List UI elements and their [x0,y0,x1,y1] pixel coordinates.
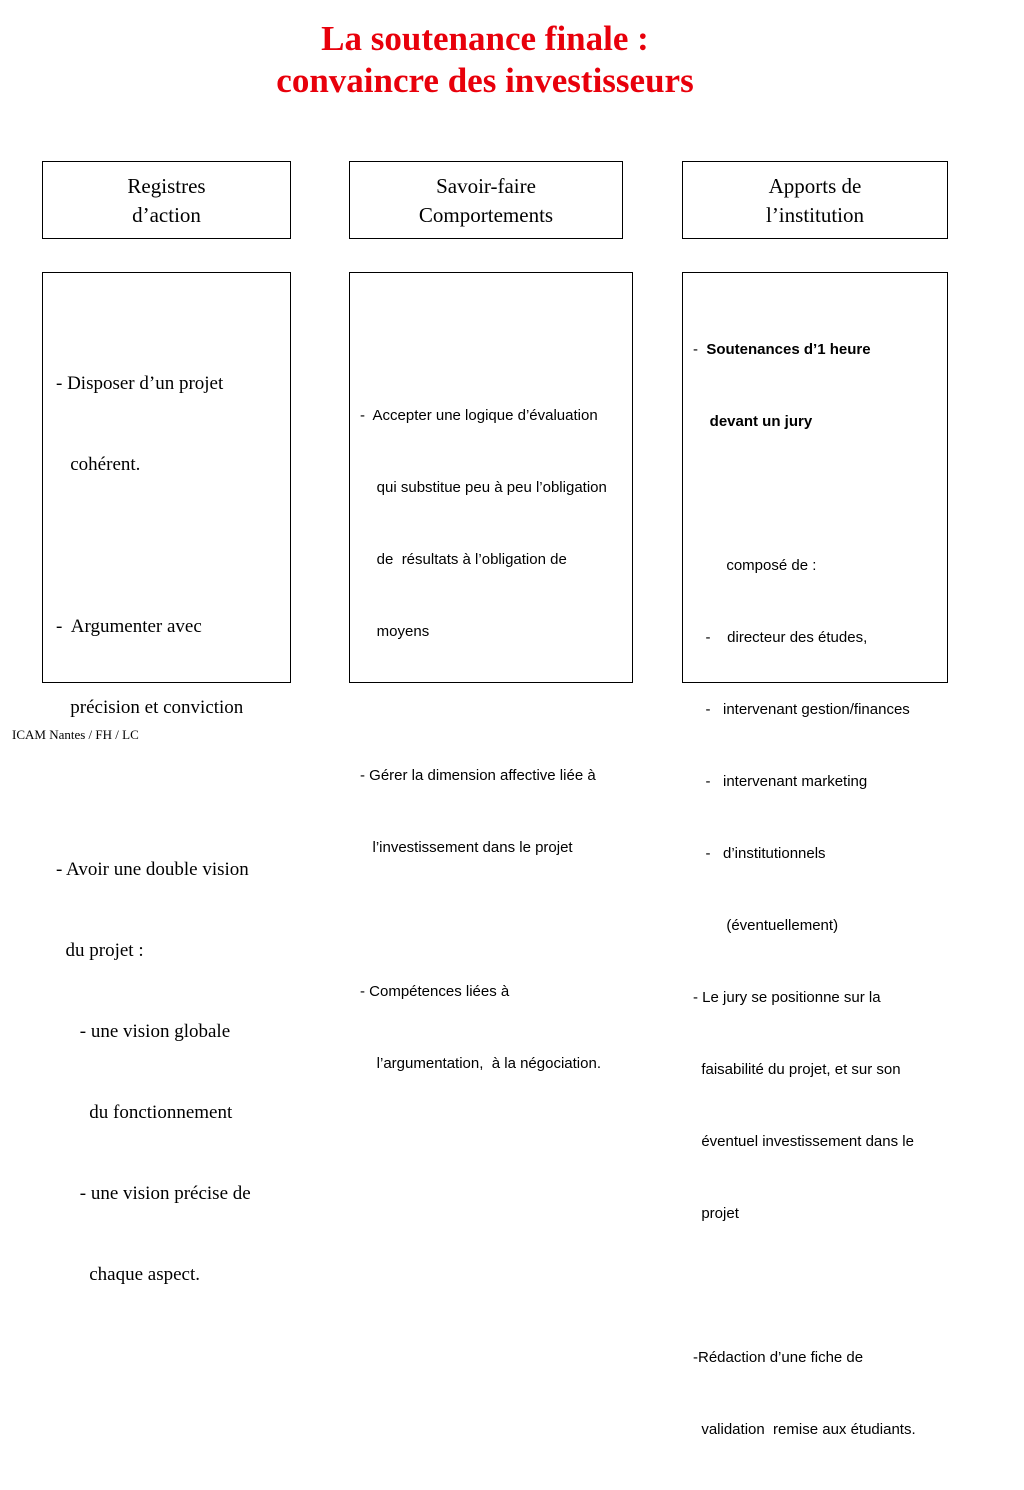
registres-line: du fonctionnement [56,1102,233,1123]
slide-title-line-2: convaincre des investisseurs [276,61,694,100]
apports-bold-text-1: Soutenances d’1 heure [706,341,871,358]
savoir-faire-line [360,908,607,932]
registres-line: chaque aspect. [56,1264,201,1285]
apports-line: - Le jury se positionne sur la [693,989,881,1006]
apports-bold-line-2: devant un jury [693,413,813,430]
registres-line: précision et conviction [56,697,244,718]
slide-title [0,18,970,102]
registres-line: - Argumenter avec [56,616,202,637]
savoir-faire-line [360,692,607,716]
savoir-faire-line: - Gérer la dimension affective liée à [360,767,596,784]
apports-text [693,290,916,1490]
registres-line: cohérent. [56,454,141,475]
savoir-faire-line: moyens [360,623,430,640]
header-registres-line-1: Registres [127,174,206,198]
savoir-faire-line: l’investissement dans le projet [360,839,573,856]
registres-line: du projet : [56,940,144,961]
slide-title-line-1: La soutenance finale : [321,19,649,58]
header-savoir-faire-line-1: Savoir-faire [436,174,536,198]
content-box-savoir-faire [349,272,633,1072]
apports-spacer [693,482,916,506]
apports-line: projet [693,1205,739,1222]
registres-text [56,316,251,1342]
registres-line: - une vision globale [56,1021,231,1042]
savoir-faire-line: de résultats à l’obligation de [360,551,567,568]
header-apports-line-1: Apports de [768,174,862,198]
apports-line: -Rédaction d’une fiche de [693,1349,864,1366]
savoir-faire-line: - Accepter une logique d’évaluation [360,407,598,424]
header-registres-line-2: d’action [132,203,201,227]
savoir-faire-text [360,356,607,1124]
content-box-apports [682,272,948,1438]
registres-line [56,775,251,802]
apports-bold-prefix: - [693,341,707,358]
apports-line: validation remise aux étudiants. [693,1421,916,1438]
registres-line: - Disposer d’un projet [56,373,224,394]
registres-line: - Avoir une double vision [56,859,249,880]
header-apports-line-2: l’institution [765,203,864,227]
apports-line: composé de : [693,557,817,574]
header-box-apports [682,161,948,239]
apports-line: - intervenant gestion/finances [693,701,910,718]
savoir-faire-line: l’argumentation, à la négociation. [360,1055,601,1072]
apports-spacer [693,1274,916,1298]
apports-line: - d’institutionnels [693,845,826,862]
registres-line: - une vision précise de [56,1183,251,1204]
registres-line [56,532,251,559]
apports-line: éventuel investissement dans le [693,1133,914,1150]
savoir-faire-line: - Compétences liées à [360,983,510,1000]
footer-credit: ICAM Nantes / FH / LC [12,727,139,742]
apports-line: - directeur des études, [693,629,868,646]
apports-line: faisabilité du projet, et sur son [693,1061,901,1078]
apports-line: (éventuellement) [693,917,839,934]
savoir-faire-line: qui substitue peu à peu l’obligation [360,479,607,496]
apports-line: - intervenant marketing [693,773,868,790]
header-box-registres [42,161,291,239]
header-savoir-faire-line-2: Comportements [418,203,554,227]
apports-bold-line-1 [693,338,916,362]
header-box-savoir-faire [349,161,623,239]
